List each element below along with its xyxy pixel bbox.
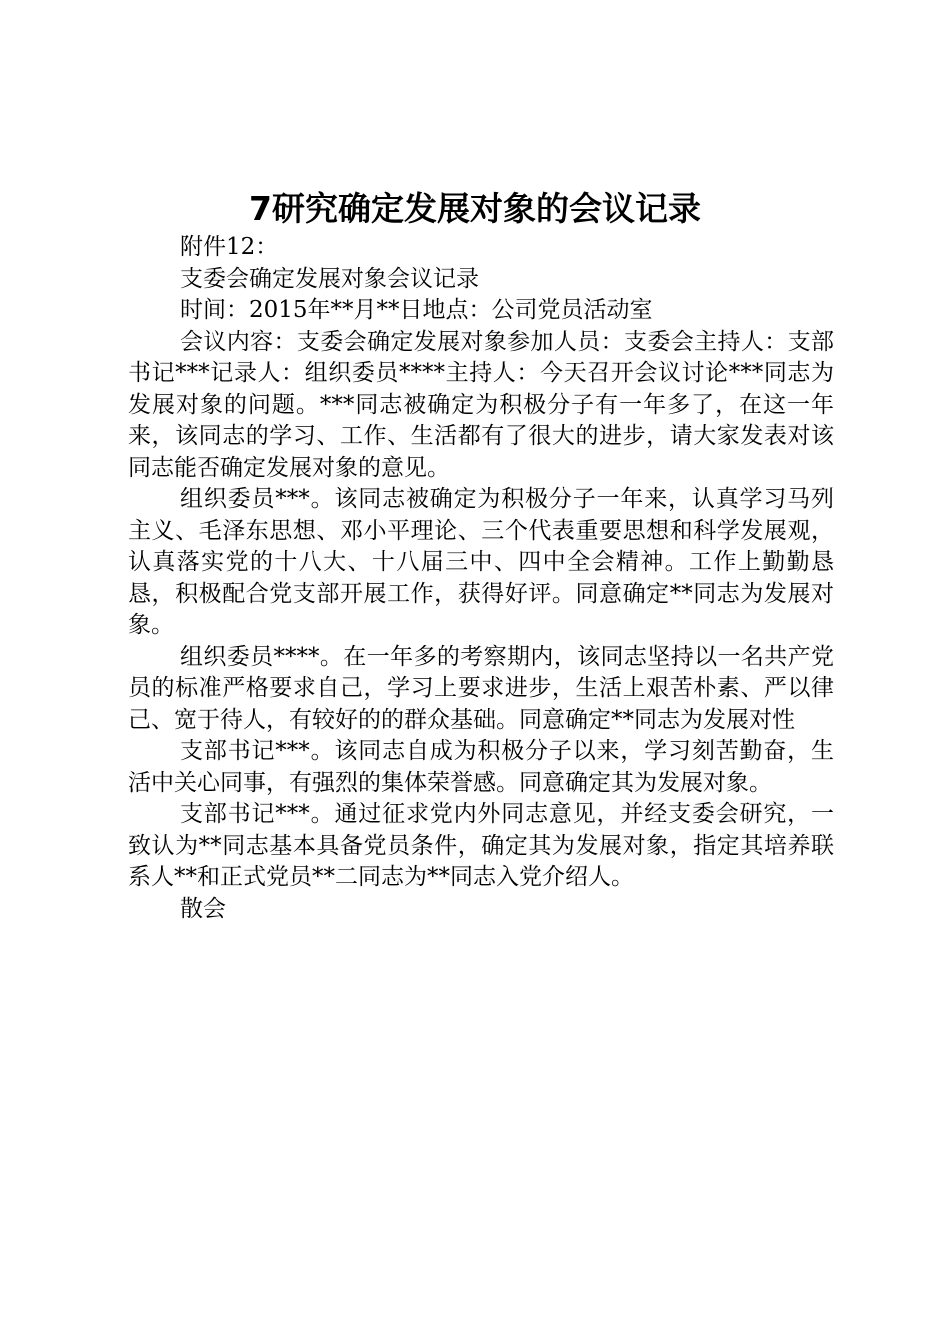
document-title: 7研究确定发展对象的会议记录 bbox=[249, 189, 701, 228]
meeting-adjourned: 散会 bbox=[180, 895, 226, 922]
attachment-label: 附件12： bbox=[180, 234, 279, 260]
committee-member-statement-1: 组织委员***。该同志被确定为积极分子一年来，认真学习马列主义、毛泽东思想、邓小平理论、三个代表重要思想和科学发展观，认真落实党的十八大、十八届三中、四中全会精神。工作上勤勤恳恳，积极配合党支部开展工作，获得好评。同意确定**同志为发展对象。 bbox=[128, 486, 834, 638]
branch-secretary-statement-2: 支部书记***。通过征求党内外同志意见，并经支委会研究，一致认为**同志基本具备党员条件，确定其为发展对象，指定其培养联系人**和正式党员**二同志为**同志入党介绍人。 bbox=[128, 801, 834, 890]
document-body bbox=[128, 232, 834, 925]
meeting-content-paragraph: 会议内容：支委会确定发展对象参加人员：支委会主持人：支部书记***记录人：组织委员****主持人：今天召开会议讨论***同志为发展对象的问题。***同志被确定为积极分子有一年多了，在这一年来，该同志的学习、工作、生活都有了很大的进步，请大家发表对该同志能否确定发展对象的意见。 bbox=[128, 328, 834, 481]
branch-secretary-statement-1: 支部书记***。该同志自成为积极分子以来，学习刻苦勤奋，生活中关心同事，有强烈的集体荣誉感。同意确定其为发展对象。 bbox=[128, 738, 834, 796]
committee-member-statement-2: 组织委员****。在一年多的考察期内，该同志坚持以一名共产党员的标准严格要求自己，学习上要求进步，生活上艰苦朴素、严以律己、宽于待人，有较好的的群众基础。同意确定**同志为发展对性 bbox=[128, 643, 834, 733]
record-subtitle: 支委会确定发展对象会议记录 bbox=[180, 265, 479, 292]
time-location-line: 时间：2015年**月**日地点：公司党员活动室 bbox=[180, 297, 653, 323]
